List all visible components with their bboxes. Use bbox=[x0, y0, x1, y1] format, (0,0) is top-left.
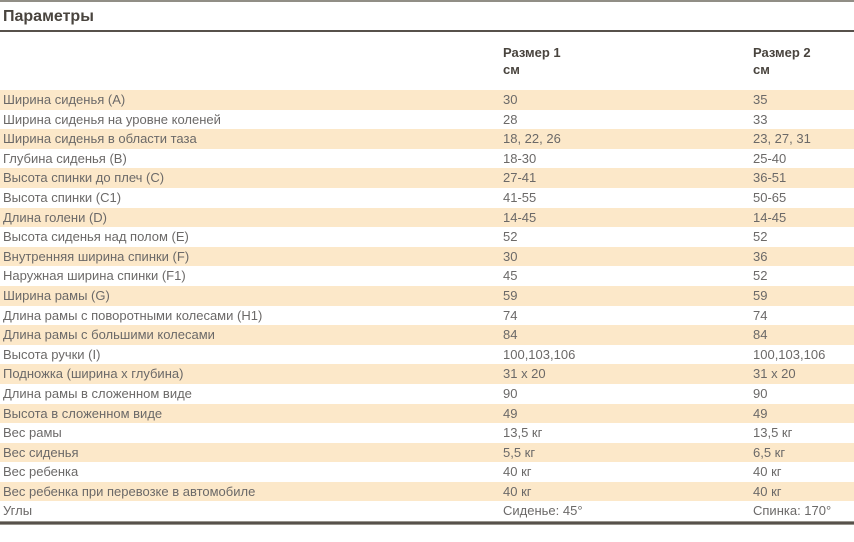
size2-cell: 74 bbox=[753, 307, 768, 323]
table-row bbox=[0, 227, 854, 247]
size2-cell: 14-45 bbox=[753, 209, 787, 225]
table-row bbox=[0, 149, 854, 169]
table-row bbox=[0, 325, 854, 345]
column-header-empty bbox=[0, 42, 500, 90]
size1-cell: 30 bbox=[503, 92, 518, 107]
table-row bbox=[0, 188, 854, 208]
row-label: Подножка (ширина x глубина) bbox=[3, 366, 184, 382]
row-label: Высота спинки (C1) bbox=[3, 189, 122, 205]
row-label: Ширина сиденья (A) bbox=[3, 92, 126, 107]
size1-cell: 13,5 кг bbox=[503, 425, 543, 441]
row-label: Ширина сиденья в области таза bbox=[3, 131, 197, 147]
size2-cell: 50-65 bbox=[753, 189, 787, 205]
row-label: Длина рамы с большими колесами bbox=[3, 327, 215, 343]
page-title: Параметры bbox=[0, 2, 854, 32]
size1-cell: Сиденье: 45° bbox=[503, 503, 583, 519]
size2-cell: 90 bbox=[753, 385, 768, 401]
size1-cell: 28 bbox=[503, 111, 518, 127]
row-label: Внутренняя ширина спинки (F) bbox=[3, 248, 190, 264]
size2-cell: 36 bbox=[753, 248, 768, 264]
size1-cell: 14-45 bbox=[503, 209, 537, 225]
row-label: Вес рамы bbox=[3, 425, 62, 441]
table-row bbox=[0, 345, 854, 365]
size1-cell: 31 x 20 bbox=[503, 366, 546, 382]
row-label: Высота спинки до плеч (C) bbox=[3, 170, 165, 186]
size2-cell: 33 bbox=[753, 111, 768, 127]
table-row bbox=[0, 168, 854, 188]
size1-cell: 18, 22, 26 bbox=[503, 131, 561, 147]
column-header-size2-label: Размер 2 bbox=[753, 45, 811, 60]
size1-cell: 59 bbox=[503, 287, 518, 303]
table-row bbox=[0, 286, 854, 306]
size2-cell: 52 bbox=[753, 268, 768, 284]
size1-cell: 18-30 bbox=[503, 150, 537, 166]
column-header-size1 bbox=[500, 42, 750, 90]
size1-cell: 74 bbox=[503, 307, 518, 323]
size1-cell: 41-55 bbox=[503, 189, 537, 205]
size2-cell: 40 кг bbox=[753, 483, 782, 499]
table-row bbox=[0, 266, 854, 286]
row-label: Высота ручки (I) bbox=[3, 346, 101, 362]
size2-cell: 84 bbox=[753, 327, 768, 343]
column-header-size1-label: Размер 1 bbox=[503, 45, 561, 60]
size2-cell: 40 кг bbox=[753, 464, 782, 480]
size1-cell: 27-41 bbox=[503, 170, 537, 186]
size2-cell: 6,5 кг bbox=[753, 444, 786, 460]
row-label: Вес ребенка при перевозке в автомобиле bbox=[3, 483, 256, 499]
table-row bbox=[0, 501, 854, 521]
size1-cell: 30 bbox=[503, 248, 518, 264]
table-row bbox=[0, 129, 854, 149]
table-row bbox=[0, 462, 854, 482]
parameters-table bbox=[0, 42, 854, 521]
size1-cell: 45 bbox=[503, 268, 518, 284]
size1-cell: 100,103,106 bbox=[503, 346, 576, 362]
size2-cell: 100,103,106 bbox=[753, 346, 826, 362]
row-label: Высота сиденья над полом (E) bbox=[3, 229, 189, 245]
size1-cell: 84 bbox=[503, 327, 518, 343]
table-row bbox=[0, 247, 854, 267]
table-row bbox=[0, 110, 854, 130]
table-row bbox=[0, 384, 854, 404]
size2-cell: 25-40 bbox=[753, 150, 787, 166]
size1-cell: 90 bbox=[503, 385, 518, 401]
column-header-size2 bbox=[750, 42, 854, 90]
row-label: Вес сиденья bbox=[3, 444, 79, 460]
row-label: Длина рамы с поворотными колесами (H1) bbox=[3, 307, 263, 323]
size2-cell: 31 x 20 bbox=[753, 366, 796, 382]
table-row bbox=[0, 208, 854, 228]
table-row bbox=[0, 443, 854, 463]
size2-cell: 49 bbox=[753, 405, 768, 421]
size2-cell: 23, 27, 31 bbox=[753, 131, 811, 147]
size1-cell: 49 bbox=[503, 405, 518, 421]
table-header-row bbox=[0, 42, 854, 90]
row-label: Наружная ширина спинки (F1) bbox=[3, 268, 186, 284]
table-row bbox=[0, 423, 854, 443]
size2-cell: 35 bbox=[753, 92, 768, 107]
row-label: Глубина сиденья (B) bbox=[3, 150, 127, 166]
row-label: Длина рамы в сложенном виде bbox=[3, 385, 192, 401]
size1-cell: 5,5 кг bbox=[503, 444, 536, 460]
column-header-size2-unit: см bbox=[753, 62, 770, 77]
size1-cell: 52 bbox=[503, 229, 518, 245]
size2-cell: 36-51 bbox=[753, 170, 787, 186]
table-row bbox=[0, 306, 854, 326]
row-label: Высота в сложенном виде bbox=[3, 405, 163, 421]
size2-cell: Спинка: 170° bbox=[753, 503, 832, 519]
size2-cell: 59 bbox=[753, 287, 768, 303]
row-label: Ширина рамы (G) bbox=[3, 287, 110, 303]
size1-cell: 40 кг bbox=[503, 483, 532, 499]
table-row bbox=[0, 404, 854, 424]
row-label: Углы bbox=[3, 503, 33, 519]
table-row bbox=[0, 482, 854, 502]
row-label: Вес ребенка bbox=[3, 464, 79, 480]
size2-cell: 13,5 кг bbox=[753, 425, 793, 441]
size2-cell: 52 bbox=[753, 229, 768, 245]
column-header-size1-unit: см bbox=[503, 62, 520, 77]
size1-cell: 40 кг bbox=[503, 464, 532, 480]
bottom-divider bbox=[0, 521, 854, 525]
row-label: Длина голени (D) bbox=[3, 209, 107, 225]
row-label: Ширина сиденья на уровне коленей bbox=[3, 111, 221, 127]
table-row bbox=[0, 90, 854, 110]
table-row bbox=[0, 364, 854, 384]
